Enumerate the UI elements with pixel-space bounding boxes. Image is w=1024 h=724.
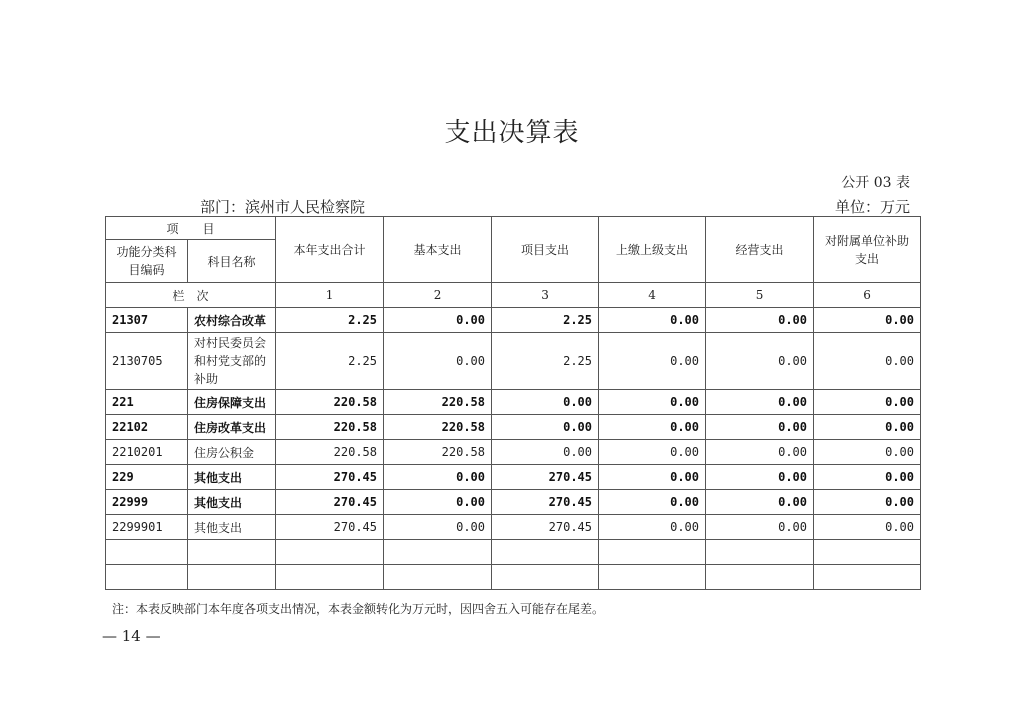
subject-code: 22999 [106,490,188,515]
subject-code: 229 [106,465,188,490]
amount-cell: 0.00 [599,465,706,490]
empty-cell [814,540,921,565]
empty-cell [599,540,706,565]
amount-cell: 2.25 [276,333,384,390]
header-project-expense: 项目支出 [492,217,599,283]
empty-cell [106,540,188,565]
empty-cell [599,565,706,590]
amount-cell: 0.00 [384,308,492,333]
amount-cell: 0.00 [706,490,814,515]
amount-cell: 2.25 [492,308,599,333]
column-index: 2 [384,283,492,308]
amount-cell: 0.00 [599,390,706,415]
amount-cell: 270.45 [492,515,599,540]
header-project: 项 目 [106,217,276,240]
subject-code: 221 [106,390,188,415]
amount-cell: 270.45 [276,490,384,515]
header-remit-upper: 上缴上级支出 [599,217,706,283]
amount-cell: 0.00 [814,465,921,490]
empty-cell [492,565,599,590]
header-func-code: 功能分类科目编码 [106,240,188,283]
table-row [106,390,921,415]
subject-name: 其他支出 [188,465,276,490]
header-subject-name: 科目名称 [188,240,276,283]
amount-cell: 0.00 [814,490,921,515]
amount-cell: 0.00 [706,515,814,540]
table-row [106,440,921,465]
empty-cell [384,565,492,590]
amount-cell: 0.00 [384,515,492,540]
empty-cell [492,540,599,565]
amount-cell: 220.58 [276,390,384,415]
amount-cell: 220.58 [384,415,492,440]
amount-cell: 0.00 [384,333,492,390]
empty-cell [814,565,921,590]
empty-cell [706,565,814,590]
amount-cell: 0.00 [492,415,599,440]
amount-cell: 0.00 [599,415,706,440]
empty-cell [188,565,276,590]
empty-cell [276,540,384,565]
amount-cell: 270.45 [492,490,599,515]
header-operating: 经营支出 [706,217,814,283]
subject-code: 2130705 [106,333,188,390]
amount-cell: 0.00 [706,440,814,465]
column-index: 4 [599,283,706,308]
empty-row [106,540,921,565]
unit-label: 单位：万元 [834,198,910,216]
department-label: 部门：滨州市人民检察院 [200,198,366,216]
amount-cell: 0.00 [599,490,706,515]
amount-cell: 0.00 [706,415,814,440]
amount-cell: 270.45 [276,465,384,490]
amount-cell: 0.00 [492,440,599,465]
subject-name: 住房改革支出 [188,415,276,440]
amount-cell: 0.00 [814,415,921,440]
subject-code: 21307 [106,308,188,333]
empty-row [106,565,921,590]
empty-cell [384,540,492,565]
amount-cell: 220.58 [276,440,384,465]
amount-cell: 0.00 [599,515,706,540]
amount-cell: 0.00 [706,390,814,415]
subject-name: 其他支出 [188,515,276,540]
amount-cell: 0.00 [599,440,706,465]
empty-cell [106,565,188,590]
header-total: 本年支出合计 [276,217,384,283]
subject-name: 其他支出 [188,490,276,515]
column-index: 6 [814,283,921,308]
subject-name: 对村民委员会和村党支部的补助 [188,333,276,390]
page-title: 支出决算表 [444,118,580,148]
empty-cell [706,540,814,565]
amount-cell: 0.00 [814,333,921,390]
subject-code: 2210201 [106,440,188,465]
amount-cell: 220.58 [384,390,492,415]
amount-cell: 2.25 [276,308,384,333]
amount-cell: 270.45 [276,515,384,540]
subject-name: 住房公积金 [188,440,276,465]
page-number: — 14 — [102,627,161,645]
table-row [106,465,921,490]
table-row [106,308,921,333]
amount-cell: 0.00 [599,333,706,390]
column-index: 3 [492,283,599,308]
column-index: 5 [706,283,814,308]
amount-cell: 220.58 [384,440,492,465]
expenditure-table [105,216,921,590]
subject-name: 住房保障支出 [188,390,276,415]
table-row [106,333,921,390]
table-row [106,515,921,540]
column-index: 1 [276,283,384,308]
empty-cell [276,565,384,590]
table-row [106,490,921,515]
amount-cell: 0.00 [599,308,706,333]
amount-cell: 0.00 [814,440,921,465]
form-number: 公开 03 表 [841,175,910,191]
amount-cell: 0.00 [384,465,492,490]
amount-cell: 2.25 [492,333,599,390]
amount-cell: 0.00 [814,515,921,540]
amount-cell: 270.45 [492,465,599,490]
amount-cell: 0.00 [814,308,921,333]
subject-code: 22102 [106,415,188,440]
table-row [106,415,921,440]
amount-cell: 0.00 [706,308,814,333]
header-subsidy: 对附属单位补助支出 [814,217,921,283]
amount-cell: 0.00 [706,333,814,390]
amount-cell: 0.00 [384,490,492,515]
amount-cell: 0.00 [814,390,921,415]
column-index-label: 栏 次 [106,283,276,308]
amount-cell: 220.58 [276,415,384,440]
subject-name: 农村综合改革 [188,308,276,333]
header-basic: 基本支出 [384,217,492,283]
amount-cell: 0.00 [492,390,599,415]
empty-cell [188,540,276,565]
amount-cell: 0.00 [706,465,814,490]
subject-code: 2299901 [106,515,188,540]
footnote: 注：本表反映部门本年度各项支出情况，本表金额转化为万元时，因四舍五入可能存在尾差。 [112,602,605,616]
